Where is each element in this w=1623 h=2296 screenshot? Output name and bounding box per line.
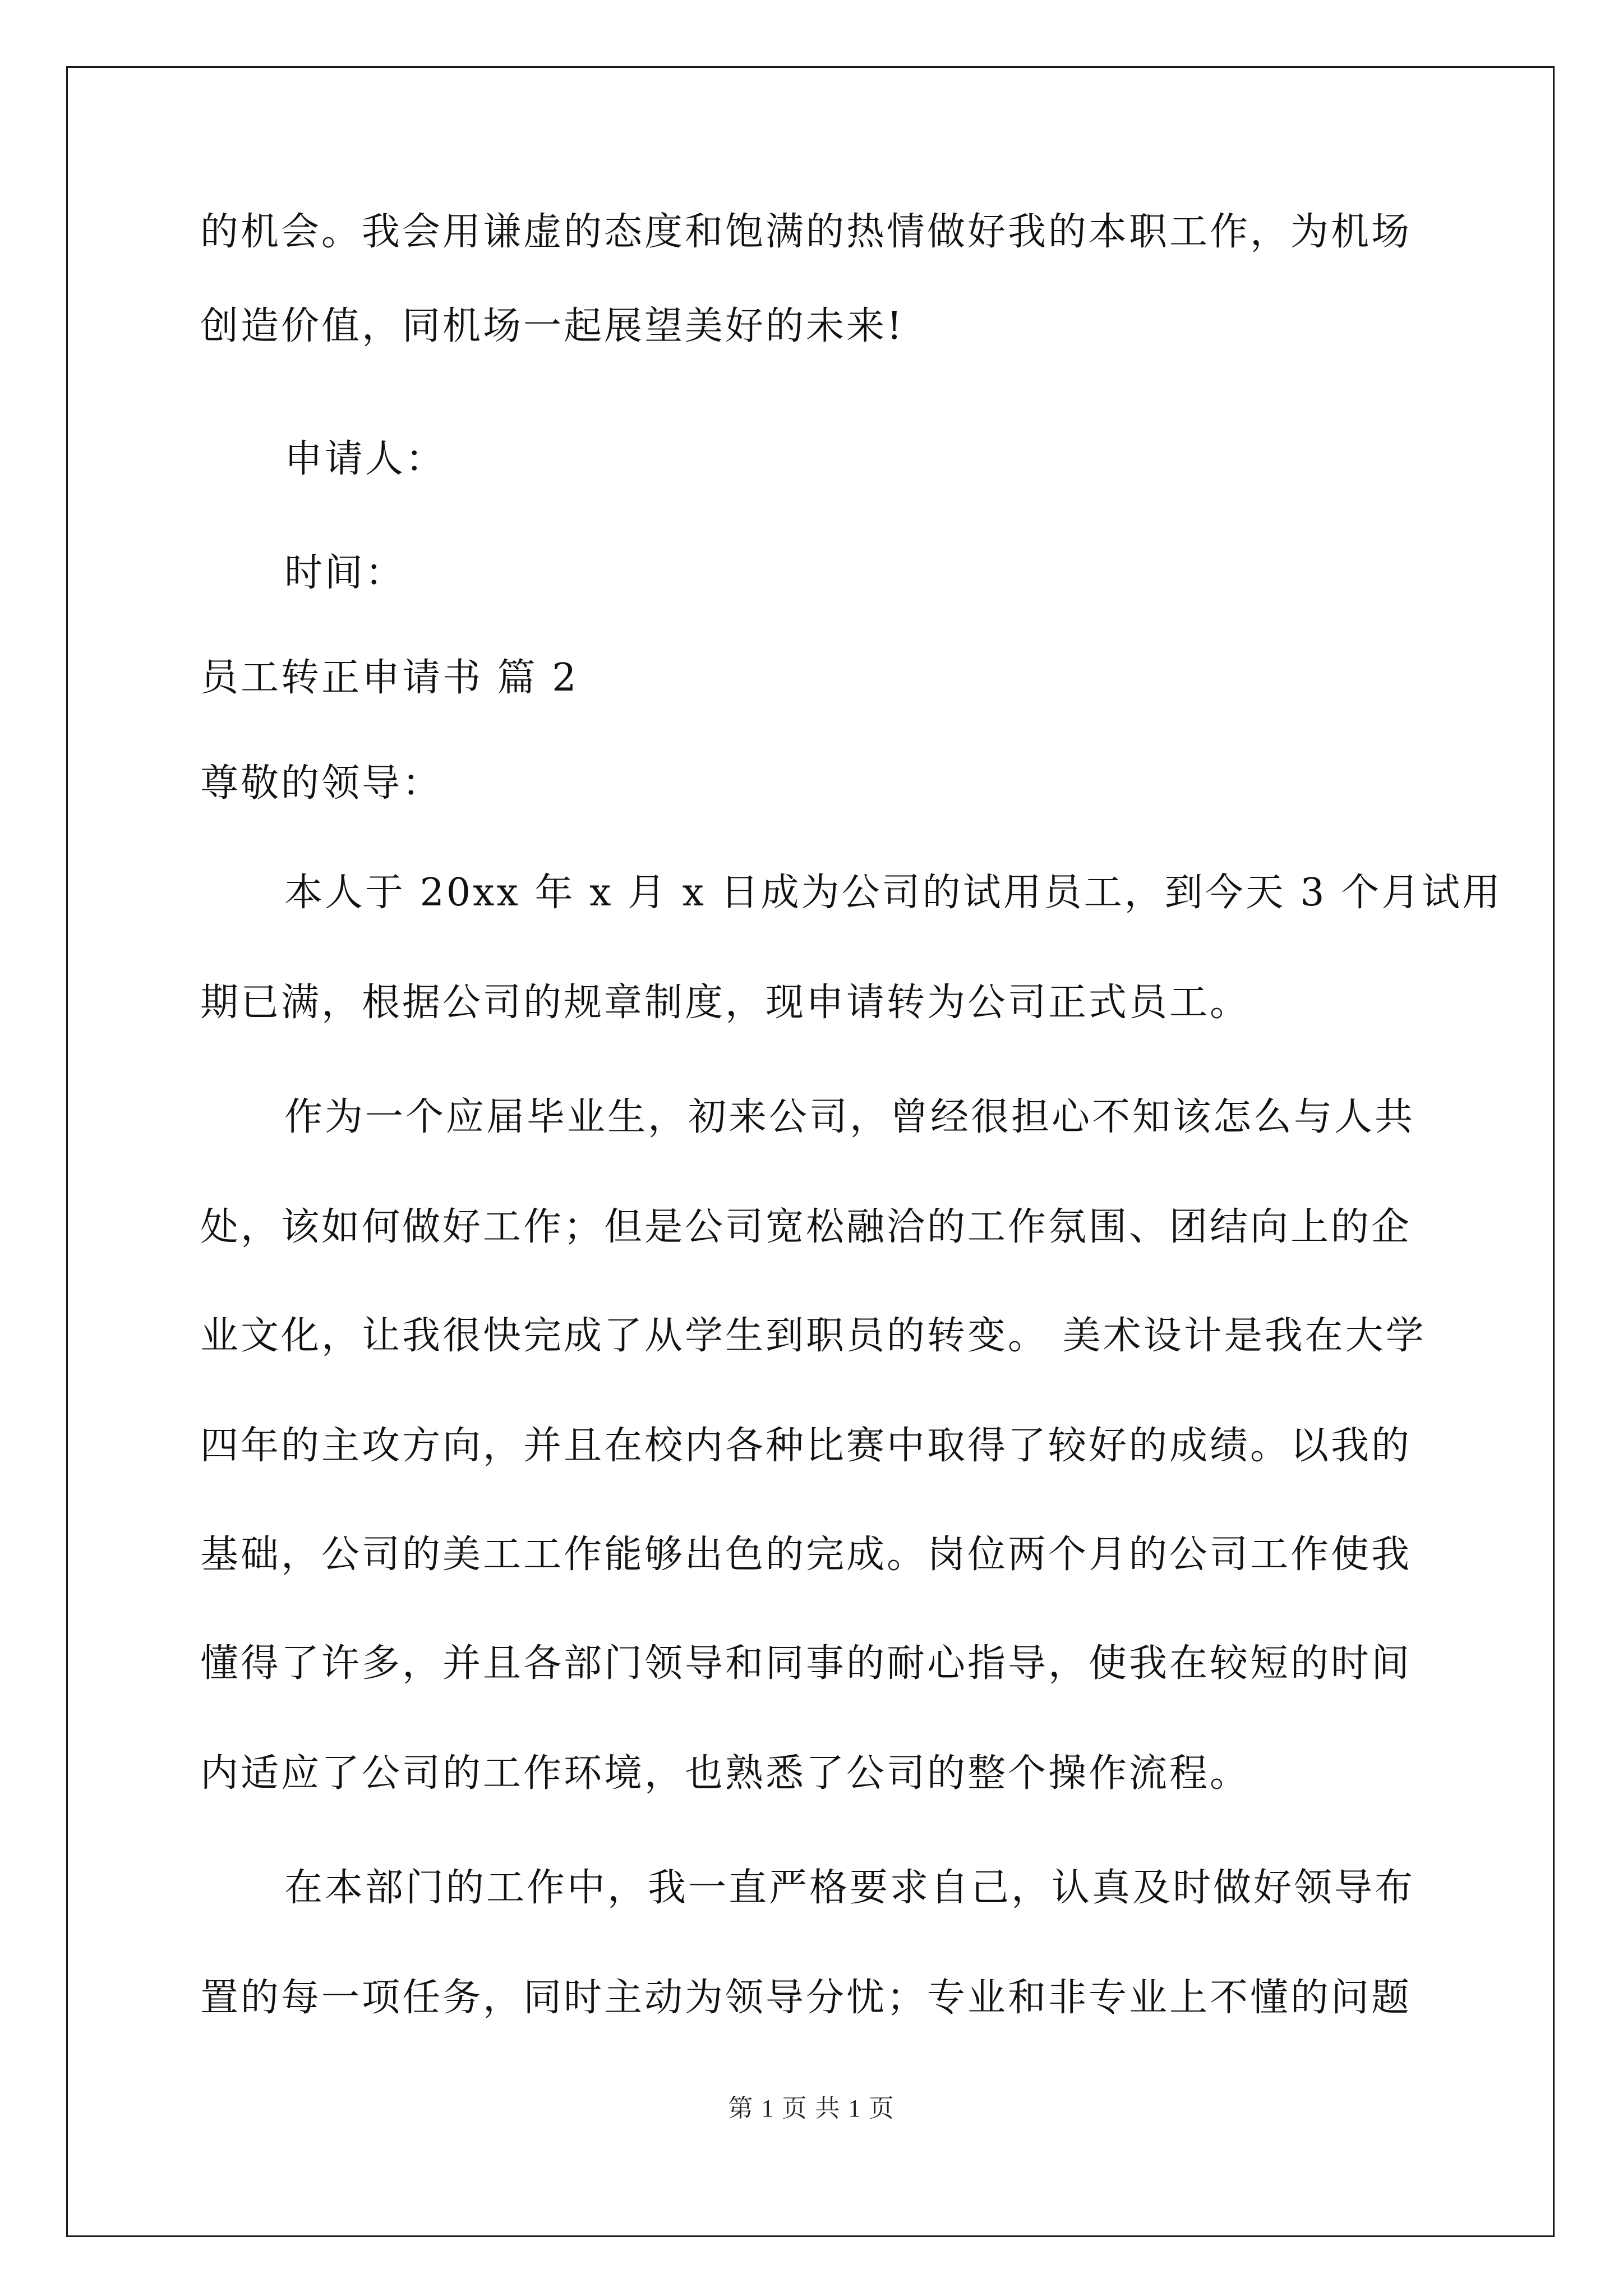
paragraph-line: 业文化，让我很快完成了从学生到职员的转变。 美术设计是我在大学 <box>200 1314 1426 1358</box>
paragraph-line: 在本部门的工作中，我一直严格要求自己，认真及时做好领导布 <box>284 1866 1415 1910</box>
paragraph-line: 处，该如何做好工作；但是公司宽松融洽的工作氛围、团结向上的企 <box>200 1205 1412 1249</box>
paragraph-line: 懂得了许多，并且各部门领导和同事的耐心指导，使我在较短的时间 <box>200 1641 1412 1686</box>
paragraph-line: 本人于 20xx 年 x 月 x 日成为公司的试用员工，到今天 3 个月试用 <box>284 871 1503 915</box>
paragraph-line: 内适应了公司的工作环境，也熟悉了公司的整个操作流程。 <box>200 1751 1251 1796</box>
paragraph-line: 四年的主攻方向，并且在校内各种比赛中取得了较好的成绩。以我的 <box>200 1424 1412 1468</box>
paragraph-line: 作为一个应届毕业生，初来公司，曾经很担心不知该怎么与人共 <box>284 1095 1415 1139</box>
salutation: 尊敬的领导： <box>200 761 443 806</box>
paragraph-line: 置的每一项任务，同时主动为领导分忧；专业和非专业上不懂的问题 <box>200 1976 1412 2020</box>
page-border <box>66 66 1555 2237</box>
applicant-label: 申请人： <box>284 437 446 481</box>
page-footer: 第 1 页 共 1 页 <box>728 2095 895 2122</box>
paragraph-line: 创造价值，同机场一起展望美好的未来! <box>200 304 905 348</box>
date-label: 时间： <box>284 551 406 595</box>
paragraph-line: 的机会。我会用谦虚的态度和饱满的热情做好我的本职工作，为机场 <box>200 210 1412 254</box>
paragraph-line: 期已满，根据公司的规章制度，现申请转为公司正式员工。 <box>200 981 1251 1025</box>
paragraph-line: 基础，公司的美工工作能够出色的完成。岗位两个月的公司工作使我 <box>200 1533 1412 1577</box>
section-title: 员工转正申请书 篇 2 <box>200 656 579 700</box>
